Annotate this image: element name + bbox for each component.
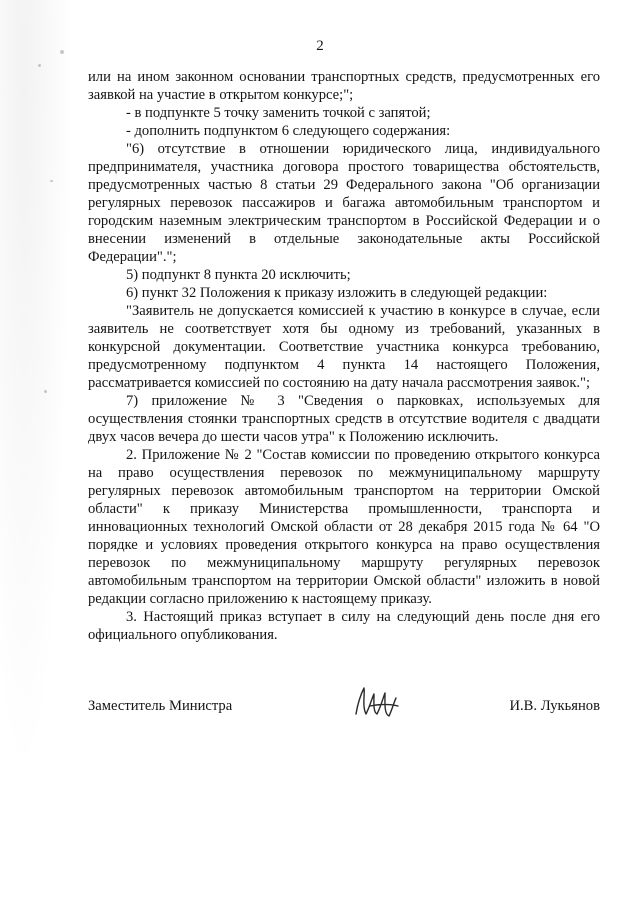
paragraph-item-7: 7) приложение № 3 "Сведения о парковках, используемых для осуществления стоянки транспортных средств в отсутствие водителя с двадцати двух часов вечера до шести часов утра" к Положению исключить. <box>88 393 600 445</box>
paragraph-section-3: 3. Настоящий приказ вступает в силу на следующий день после дня его официального опубликования. <box>88 609 600 643</box>
document-body <box>88 68 600 644</box>
page-number: 2 <box>316 38 324 54</box>
paragraph-continuation: или на ином законном основании транспортных средств, предусмотренных его заявкой на участие в открытом конкурсе;"; <box>88 69 600 103</box>
signatory-title: Заместитель Министра <box>88 698 233 714</box>
paragraph-add-subpoint-6: - дополнить подпунктом 6 следующего содержания: <box>126 123 451 139</box>
scan-speck <box>50 180 53 182</box>
handwritten-signature <box>350 684 402 728</box>
scan-speck <box>38 64 41 67</box>
paragraph-subpoint-6-text: "6) отсутствие в отношении юридического лица, индивидуального предпринимателя, участника договора простого товарищества обстоятельств, предусмотренных частью 8 статьи 29 Федерального закона "Об организации регулярных перевозок пассажиров и багажа автомобильным транспортом и городским наземным электрическим транспортом в Российской Федерации и о внесении изменений в отдельные законодательные акты Российской Федерации"."; <box>88 141 600 265</box>
paragraph-item-6-text: "Заявитель не допускается комиссией к участию в конкурсе в случае, если заявитель не соответствует хотя бы одному из требований, указанных в конкурсной документации. Соответствие участника конкурса требованию, предусмотренному подпунктом 4 пункта 14 настоящего Положения, рассматривается комиссией по состоянию на дату начала рассмотрения заявок."; <box>88 303 600 391</box>
signature-block <box>88 684 600 732</box>
scan-speck <box>44 390 47 393</box>
paragraph-section-2: 2. Приложение № 2 "Состав комиссии по проведению открытого конкурса на право осуществления перевозок по межмуниципальному маршруту регулярных перевозок автомобильным транспортом на территории Омской области" к приказу Министерства промышленности, транспорта и инновационных технологий Омской области от 28 декабря 2015 года № 64 "О порядке и условиях проведения открытого конкурса на право осуществления перевозок по межмуниципальному маршруту регулярных перевозок автомобильным транспортом на территории Омской области" изложить в новой редакции согласно приложению к настоящему приказу. <box>88 447 600 607</box>
signatory-name: И.В. Лукьянов <box>509 698 600 714</box>
paragraph-item-5: 5) подпункт 8 пункта 20 исключить; <box>126 267 351 283</box>
scan-shadow <box>0 0 80 905</box>
paragraph-subpoint-5: - в подпункте 5 точку заменить точкой с запятой; <box>126 105 431 121</box>
paragraph-item-6: 6) пункт 32 Положения к приказу изложить в следующей редакции: <box>126 285 548 301</box>
